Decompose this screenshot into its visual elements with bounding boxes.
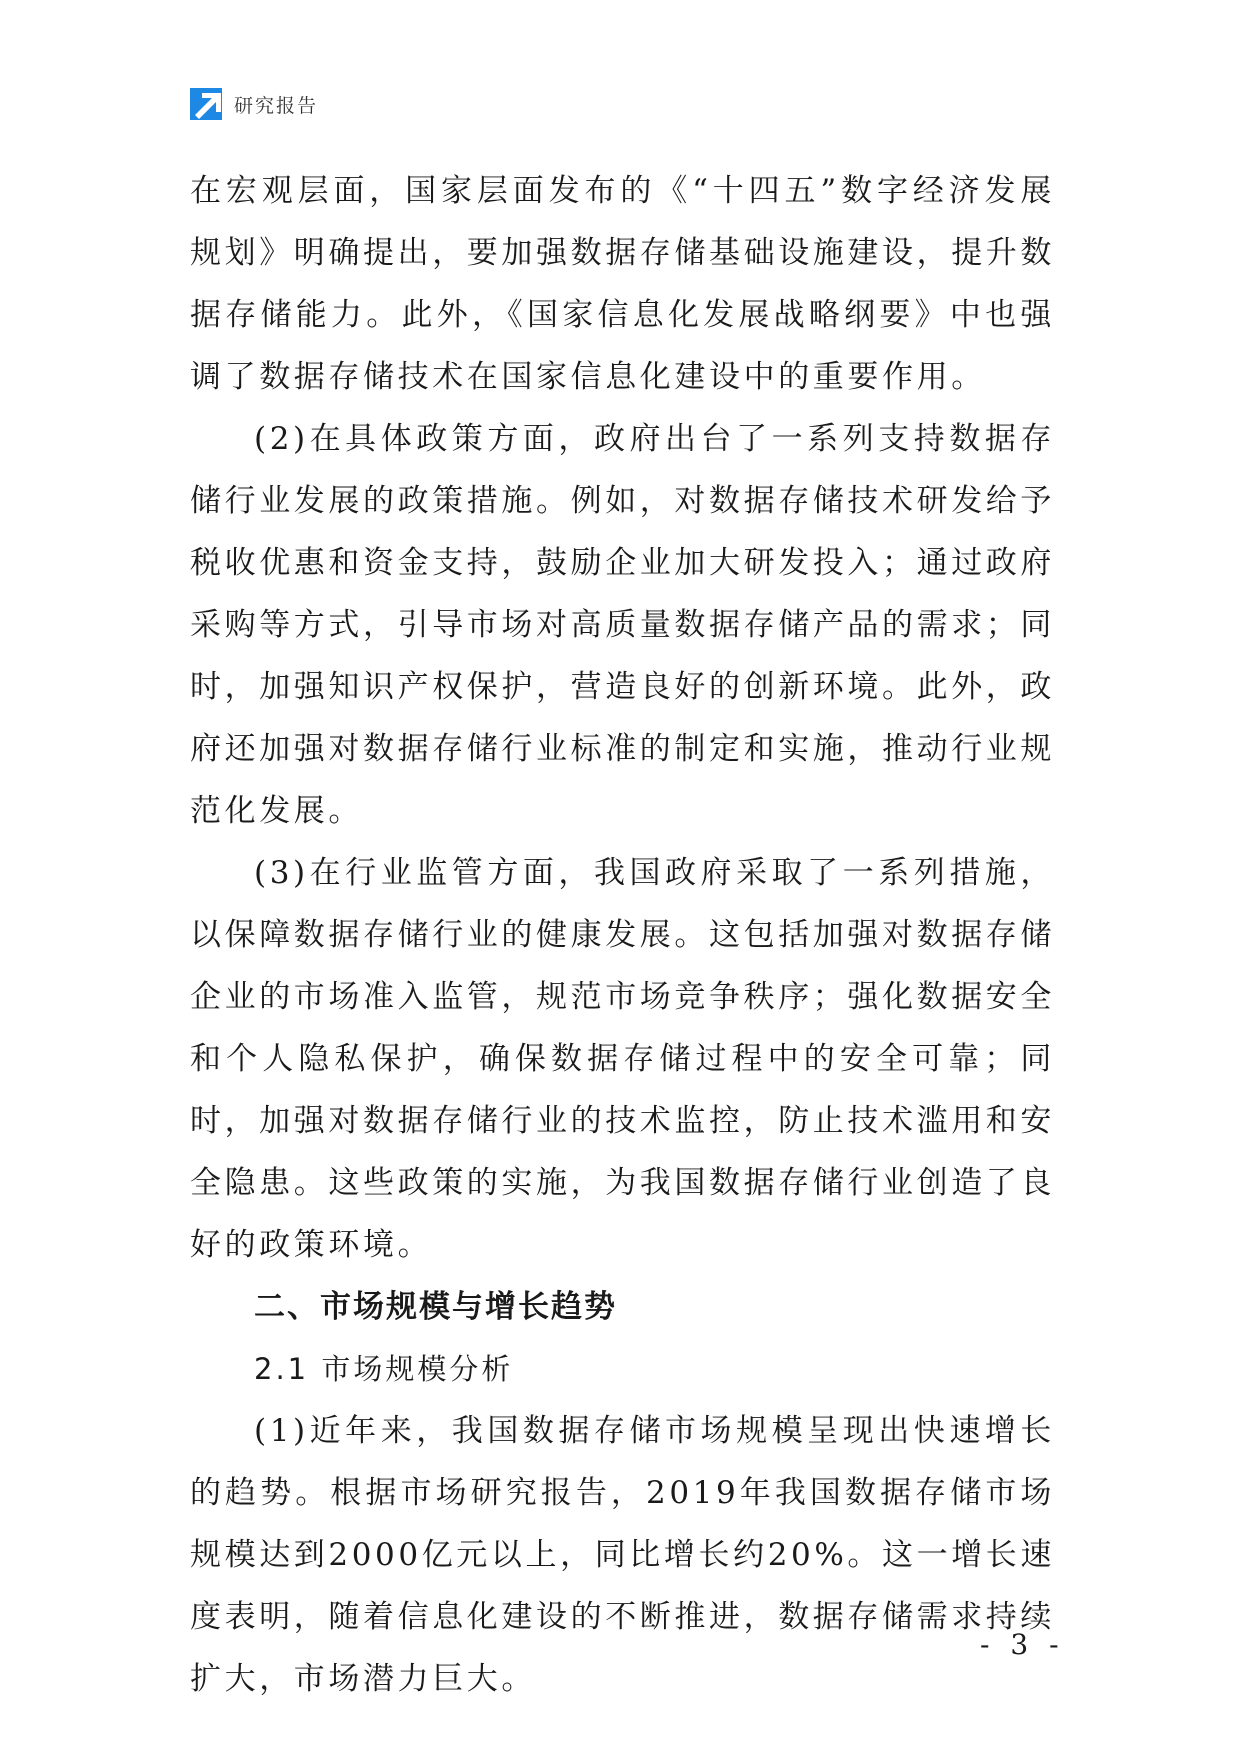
paragraph-industry-regulation: (3)在行业监管方面，我国政府采取了一系列措施，以保障数据存储行业的健康发展。这包括加强对数据存储企业的市场准入监管，规范市场竞争秩序；强化数据安全和个人隐私保护，确保数据存储过程中的安全可靠；同时，加强对数据存储行业的技术监控，防止技术滥用和安全隐患。这些政策的实施，为我国数据存储行业创造了良好的政策环境。 bbox=[190, 855, 1055, 1263]
page-header bbox=[190, 88, 318, 120]
document-body bbox=[190, 160, 1055, 1710]
paragraph-macro-policy: 在宏观层面，国家层面发布的《“十四五”数字经济发展规划》明确提出，要加强数据存储基础设施建设，提升数据存储能力。此外，《国家信息化发展战略纲要》中也强调了数据存储技术在国家信息化建设中的重要作用。 bbox=[190, 173, 1055, 395]
report-logo-icon bbox=[190, 88, 222, 120]
paragraph-specific-policy: (2)在具体政策方面，政府出台了一系列支持数据存储行业发展的政策措施。例如，对数据存储技术研发给予税收优惠和资金支持，鼓励企业加大研发投入；通过政府采购等方式，引导市场对高质量数据存储产品的需求；同时，加强知识产权保护，营造良好的创新环境。此外，政府还加强对数据存储行业标准的制定和实施，推动行业规范化发展。 bbox=[190, 421, 1055, 829]
paragraph-market-size: (1)近年来，我国数据存储市场规模呈现出快速增长的趋势。根据市场研究报告，2019年我国数据存储市场规模达到2000亿元以上，同比增长约20%。这一增长速度表明，随着信息化建设的不断推进，数据存储需求持续扩大，市场潜力巨大。 bbox=[190, 1413, 1055, 1697]
page-number: - 3 - bbox=[980, 1628, 1065, 1661]
header-title: 研究报告 bbox=[234, 94, 319, 117]
section-heading: 二、市场规模与增长趋势 bbox=[254, 1289, 617, 1325]
subsection-heading: 2.1 市场规模分析 bbox=[254, 1352, 514, 1386]
